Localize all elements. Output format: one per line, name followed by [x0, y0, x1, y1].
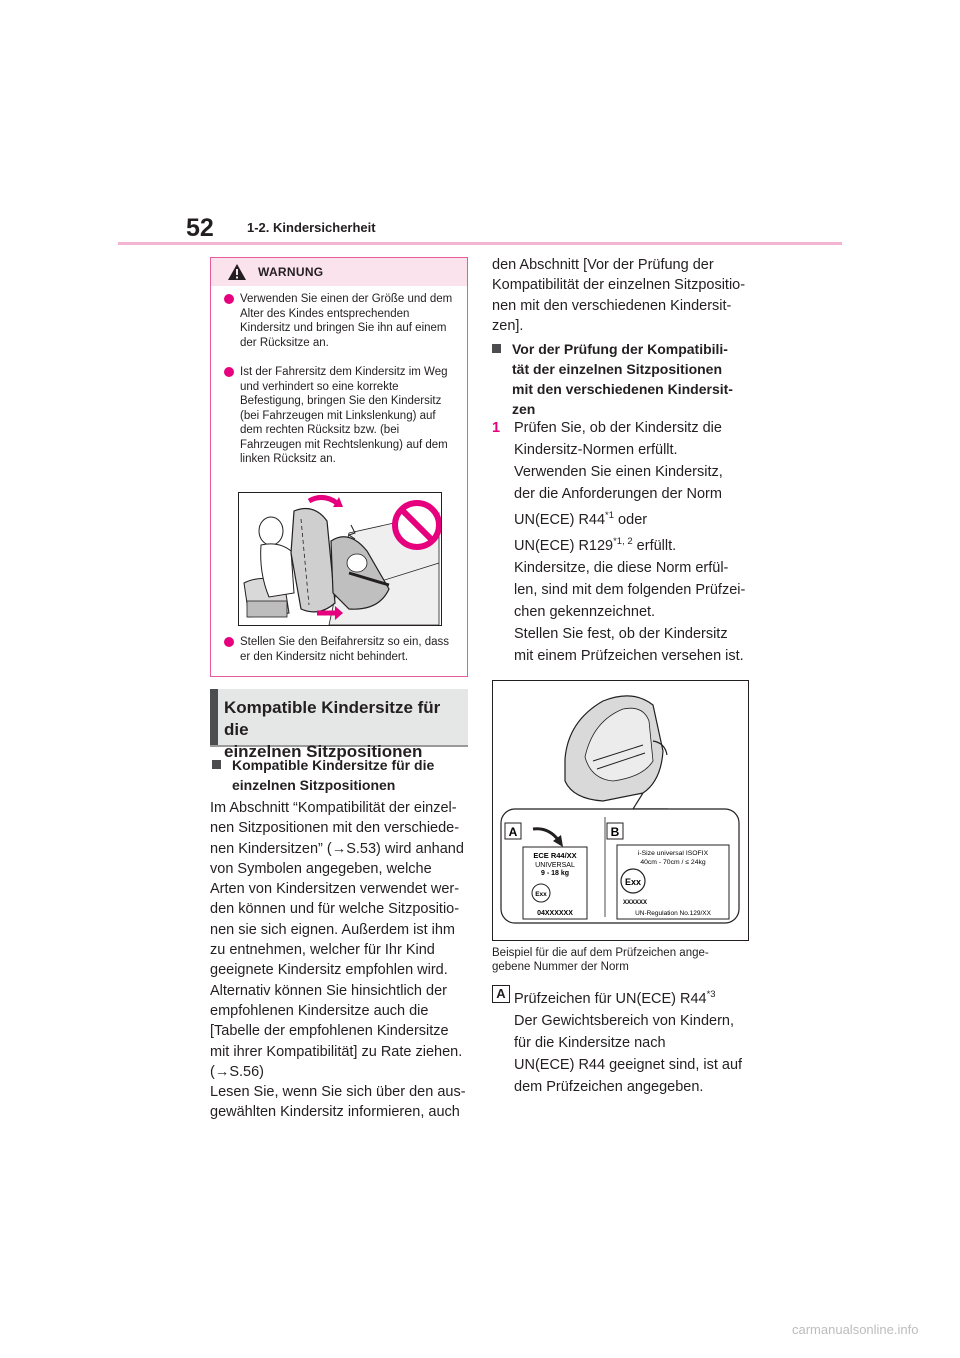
label-a-line1: ECE R44/XX	[533, 851, 577, 860]
warning-header	[211, 258, 467, 286]
section-title: 1-2. Kindersicherheit	[247, 220, 376, 235]
warning-item: Stellen Sie den Beifahrersitz so ein, dass er den Kindersitz nicht behindert.	[224, 635, 460, 664]
heading-accent	[210, 689, 218, 745]
marker-a: A	[508, 825, 518, 839]
label-b-e-mark: Exx	[624, 877, 642, 887]
page-number: 52	[186, 214, 214, 242]
warning-item: Ist der Fahrersitz dem Kindersitz im Weg und verhindert so eine korrekte Befestigung, bringen Sie den Kindersitz (bei Fahrzeugen mit Linkslenkung) auf dem rechten Rücksitz bzw. (bei Fahrzeugen mit Rechtslenkung) auf dem linken Rücksitz an.	[224, 365, 460, 467]
child-seat-illustration	[493, 681, 748, 940]
label-a-line2: UNIVERSAL	[535, 862, 575, 869]
heading-line: einzelnen Sitzpositionen	[224, 742, 423, 761]
square-bullet-icon	[212, 760, 221, 769]
label-b-code: XXXXXX	[623, 900, 648, 906]
warning-icon	[227, 263, 247, 281]
watermark: carmanualsonline.info	[792, 1322, 919, 1337]
label-a-line3: 9 - 18 kg	[540, 870, 570, 877]
item-a-marker: A	[492, 985, 510, 1003]
label-b-line1: i-Size universal ISOFIX	[637, 850, 709, 857]
label-a-code: 04XXXXXX	[537, 910, 573, 917]
approval-label-figure	[492, 680, 749, 941]
warning-item: Verwenden Sie einen der Größe und dem Alter des Kindes entsprechenden Kindersitz und bringen Sie ihn auf einem der Rücksitze an.	[224, 292, 460, 350]
label-a-e-mark: Exx	[535, 891, 547, 898]
subheading: Kompatible Kindersitze für die einzelnen Sitzpositionen	[212, 755, 470, 795]
bullet-icon	[224, 294, 234, 304]
step-1: 1 Prüfen Sie, ob der Kindersitz die Kindersitz-Normen erfüllt. Verwenden Sie einen Kindersitz, der die Anforderungen der Norm UN(ECE) R44$^{*1}$ oder UN(ECE) R129$^{*1, 2}$ erfüllt. Kindersitze, die diese Norm erfül- len, sind mit dem folgenden Prüfzei- chen gekennzeichnet. Stellen Sie fest, ob der Kindersitz mit einem Prüfzeichen versehen ist.	[492, 417, 754, 667]
marker-b: B	[610, 825, 620, 839]
subheading: Vor der Prüfung der Kompatibili- tät der einzelnen Sitzpositionen mit den verschiedenen Kindersit- zen	[492, 339, 754, 419]
item-a-text: Prüfzeichen für UN(ECE) R44$^{*3}$ Der Gewichtsbereich von Kindern, für die Kindersitze nach UN(ECE) R44 geeignet sind, ist auf dem Prüfzeichen angegeben.	[514, 989, 743, 1095]
seat-illustration	[238, 492, 442, 626]
warning-label: WARNUNG	[258, 265, 324, 279]
section-heading	[210, 689, 468, 761]
label-b-regulation: UN-Regulation No.129/XX	[635, 910, 711, 917]
header-rule	[118, 242, 842, 245]
body-paragraph: den Abschnitt [Vor der Prüfung der Kompatibilität der einzelnen Sitzpositio- nen mit den verschiedenen Kindersit- zen].	[492, 257, 746, 334]
square-bullet-icon	[492, 344, 501, 353]
bullet-icon	[224, 367, 234, 377]
heading-line: Kompatible Kindersitze für die	[224, 698, 441, 739]
figure-caption: Beispiel für die auf dem Prüfzeichen ange- gebene Nummer der Norm	[492, 947, 709, 973]
bullet-icon	[224, 637, 234, 647]
body-paragraph: Im Abschnitt “Kompatibilität der einzel- nen Sitzpositionen mit den verschiede- nen Kindersitzen” (→S.53) wird anhand von Symbolen angegeben, welche Arten von Kindersitzen verwendet wer- den können und für welche Sitzpositio- nen sie sich eignen. Außerdem ist ihm zu entnehmen, welcher für Ihr Kind geeignete Kindersitz empfohlen wird. Alternativ können Sie hinsichtlich der empfohlenen Kindersitze auch die [Tabelle der empfohlenen Kindersitze mit ihrer Kompatibilität] zu Rate ziehen. (→S.56) Lesen Sie, wenn Sie sich über den aus- gewählten Kindersitz informieren, auch	[210, 800, 466, 1121]
step-number: 1	[492, 420, 501, 436]
label-b-line2: 40cm - 70cm / ≤ 24kg	[640, 859, 706, 866]
